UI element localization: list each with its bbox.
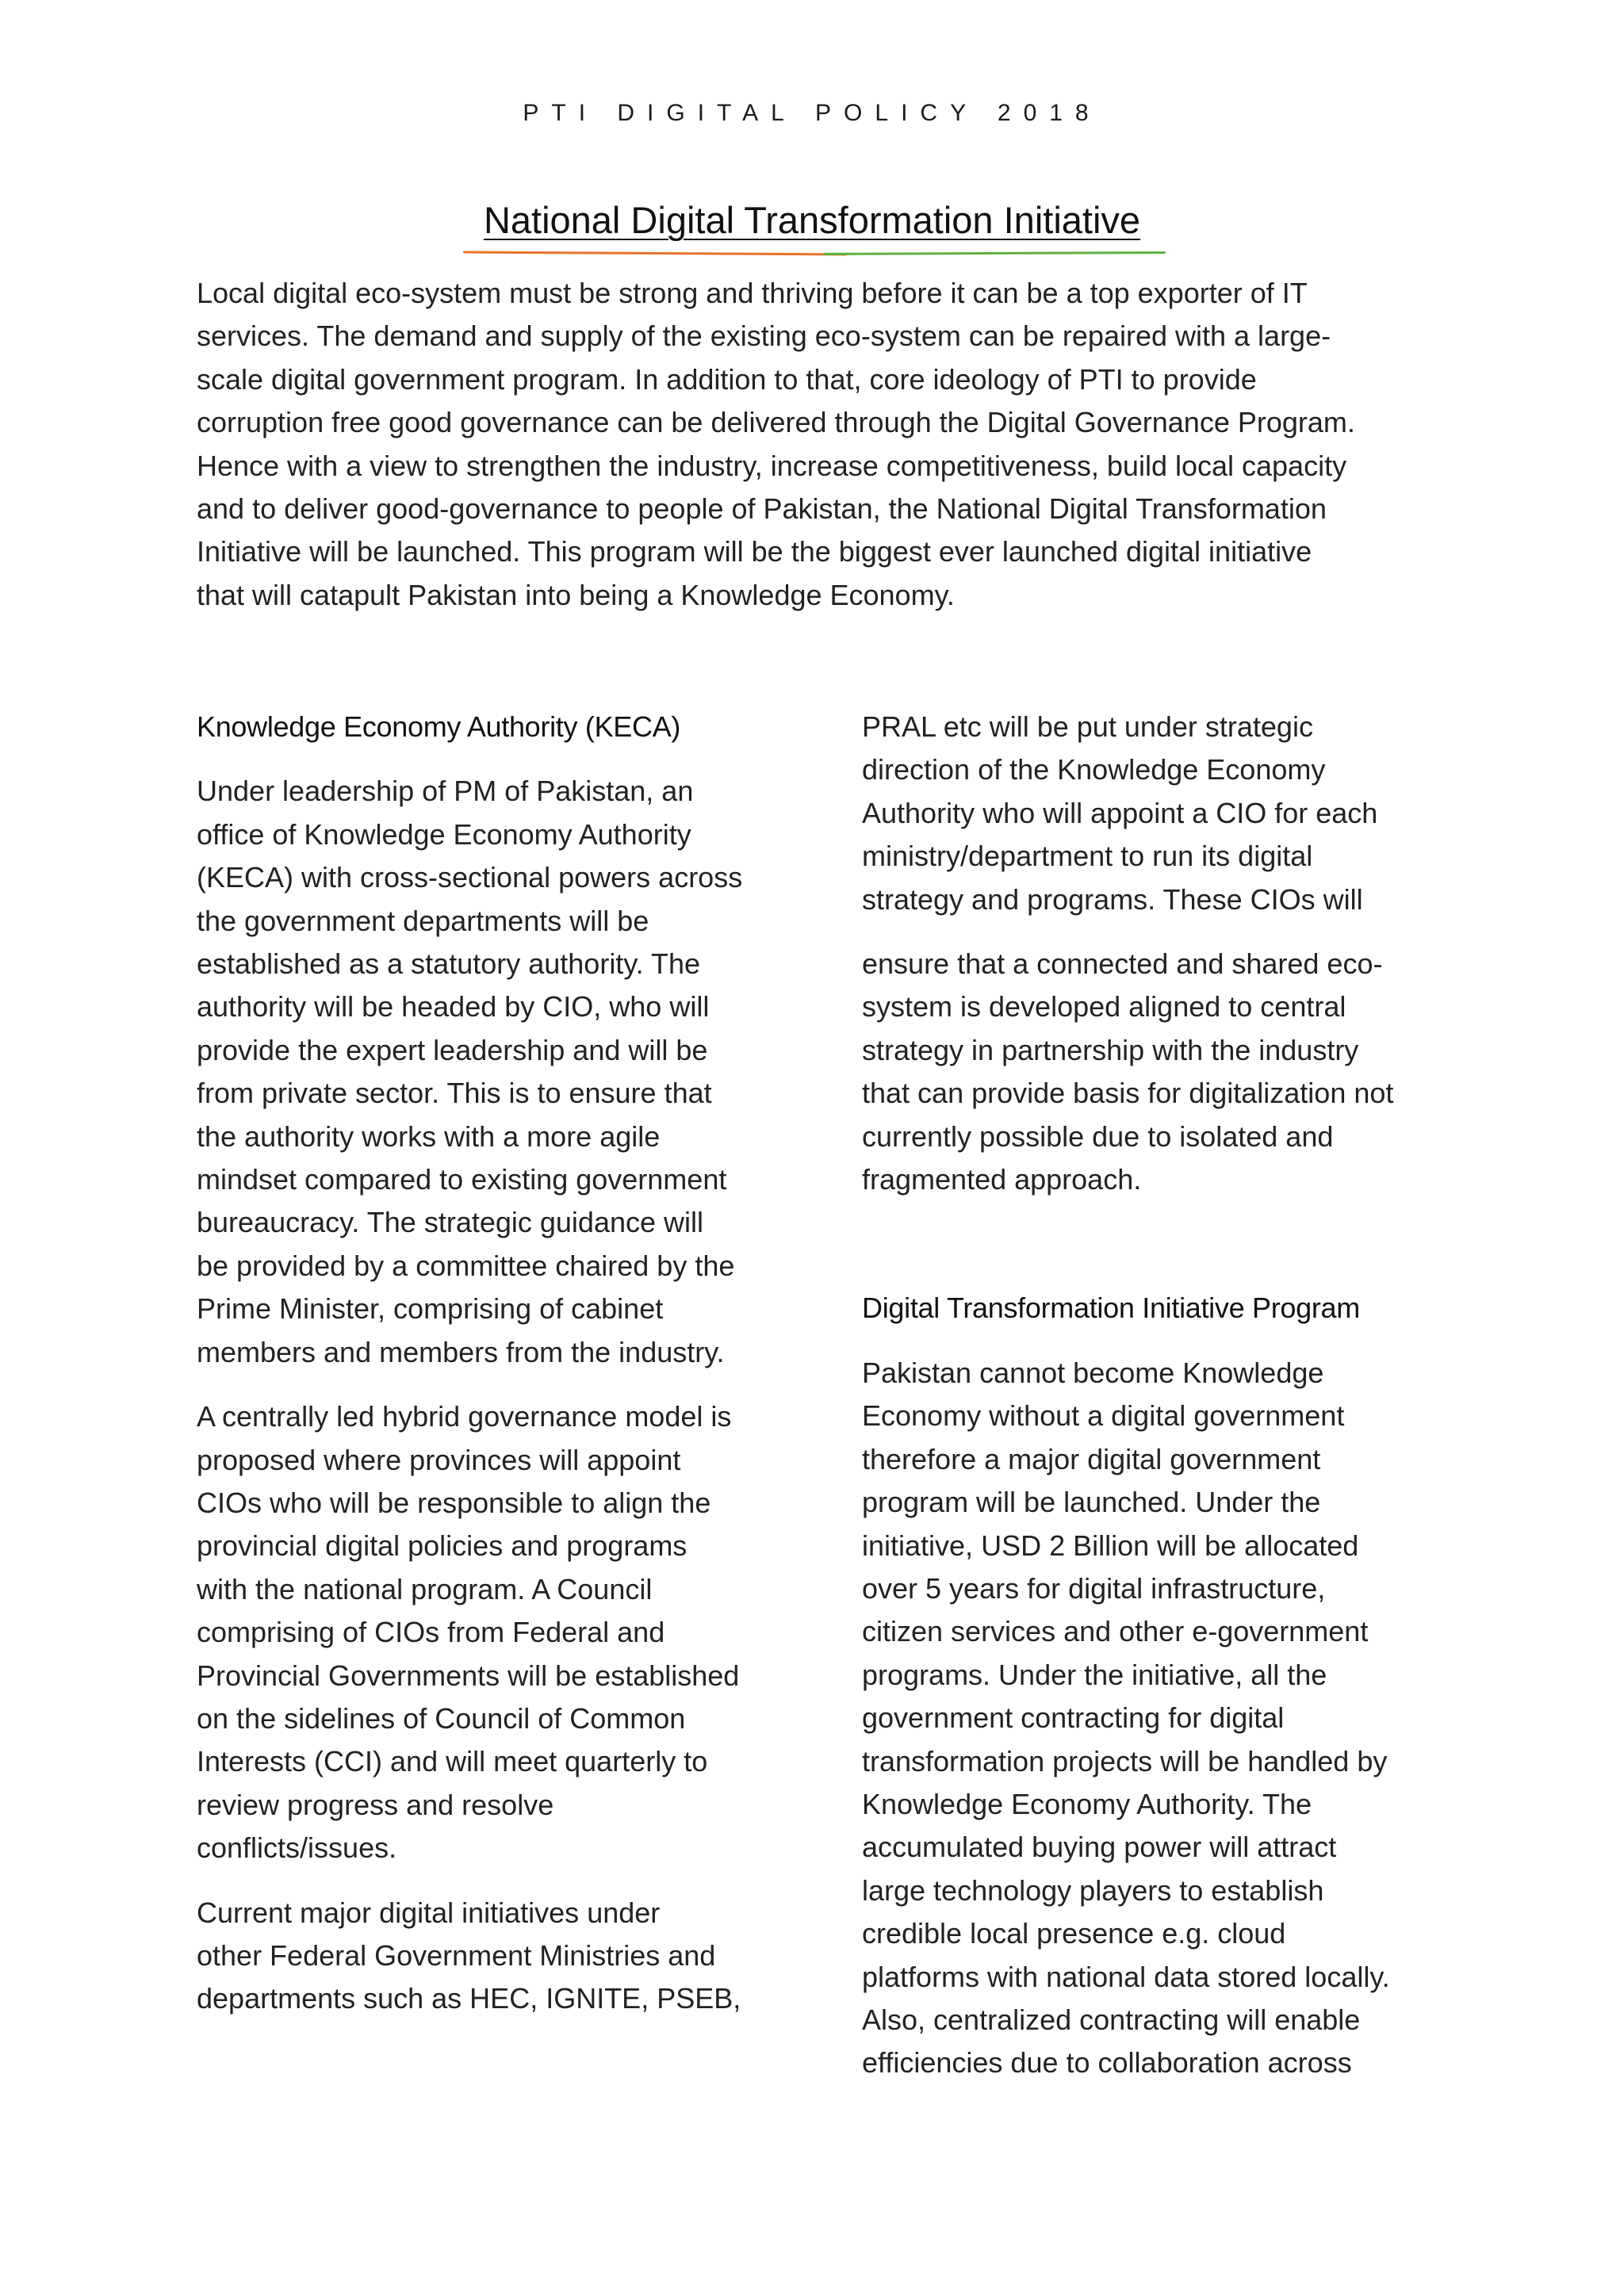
text-line: that will catapult Pakistan into being a Knowledge Economy. [197,578,955,611]
text-line: departments such as HEC, IGNITE, PSEB, [197,1982,741,2015]
text-line: program will be launched. Under the [862,1486,1321,1519]
text-line: Knowledge Economy Authority. The [862,1787,1312,1820]
text-line: PRAL etc will be put under strategic [862,710,1313,743]
text-line: transformation projects will be handled by [862,1744,1388,1777]
text-line: comprising of CIOs from Federal and [197,1616,665,1649]
running-header: PTI DIGITAL POLICY 2018 [523,100,1101,126]
text-line: office of Knowledge Economy Authority [197,817,691,851]
text-line: citizen services and other e-government [862,1615,1369,1648]
text-line: strategy in partnership with the industry [862,1033,1359,1066]
text-line: established as a statutory authority. The [197,947,701,981]
text-line: scale digital government program. In addition to that, core ideology of PTI to provide [197,362,1257,396]
text-line: authority will be headed by CIO, who will [197,990,710,1024]
text-line: strategy and programs. These CIOs will [862,882,1363,916]
text-line: platforms with national data stored locally. [862,1960,1390,1993]
text-line: review progress and resolve [197,1788,554,1821]
text-line: Initiative will be launched. This program will be the biggest ever launched digital initiative [197,535,1312,568]
text-line: ensure that a connected and shared eco- [862,947,1383,981]
text-line: (KECA) with cross-sectional powers across [197,861,743,894]
text-line: fragmented approach. [862,1163,1142,1196]
dti-program-paragraph-1 [862,1352,1465,2085]
title-accent-green [823,251,1166,255]
text-line: direction of the Knowledge Economy [862,753,1326,786]
text-line: initiative, USD 2 Billion will be allocated [862,1529,1359,1562]
text-line: efficiencies due to collaboration across [862,2046,1352,2080]
keca-paragraph-3 [197,1892,799,2021]
text-line: system is developed aligned to central [862,990,1346,1024]
text-line: be provided by a committee chaired by the [197,1249,735,1282]
text-line: Economy without a digital government [862,1399,1345,1433]
keca-paragraph-1 [197,770,799,1374]
text-line: over 5 years for digital infrastructure, [862,1571,1326,1605]
text-line: mindset compared to existing government [197,1163,727,1196]
keca-paragraph-3-continued [862,706,1465,921]
text-line: with the national program. A Council [197,1572,653,1605]
text-line: provide the expert leadership and will be [197,1033,708,1066]
section-heading-dti-program: Digital Transformation Initiative Program [862,1292,1360,1325]
text-line: from private sector. This is to ensure that [197,1077,712,1110]
keca-paragraph-2 [197,1395,799,1869]
text-line: corruption free good governance can be delivered through the Digital Governance Program. [197,406,1355,439]
text-line: bureaucracy. The strategic guidance will [197,1206,703,1239]
text-line: Pakistan cannot become Knowledge [862,1356,1324,1389]
text-line: the government departments will be [197,904,649,937]
text-line: conflicts/issues. [197,1831,397,1865]
text-line: provincial digital policies and programs [197,1529,688,1563]
text-line: Under leadership of PM of Pakistan, an [197,775,694,808]
text-line: programs. Under the initiative, all the [862,1658,1327,1691]
text-line: and to deliver good-governance to people of Pakistan, the National Digital Transformation [197,492,1327,526]
text-line: Prime Minister, comprising of cabinet [197,1292,664,1326]
title-accent-orange [463,251,847,256]
intro-paragraph [197,272,1434,617]
text-line: other Federal Government Ministries and [197,1938,716,1972]
text-line: therefore a major digital government [862,1442,1321,1475]
text-line: government contracting for digital [862,1701,1285,1735]
text-line: Current major digital initiatives under [197,1896,661,1929]
text-line: Provincial Governments will be established [197,1659,740,1692]
text-line: the authority works with a more agile [197,1119,661,1153]
page-title: National Digital Transformation Initiative [483,199,1141,241]
keca-paragraph-4 [862,943,1465,1201]
text-line: currently possible due to isolated and [862,1119,1334,1153]
text-line: Also, centralized contracting will enable [862,2003,1361,2036]
text-line: services. The demand and supply of the existing eco-system can be repaired with a large- [197,320,1331,353]
text-line: proposed where provinces will appoint [197,1443,681,1476]
title-block [0,198,1624,242]
text-line: CIOs who will be responsible to align the [197,1486,711,1519]
right-column [862,706,1465,2085]
left-column [197,706,799,2021]
text-line: on the sidelines of Council of Common [197,1701,686,1735]
text-line: Interests (CCI) and will meet quarterly to [197,1745,708,1778]
section-heading-keca: Knowledge Economy Authority (KECA) [197,710,681,743]
text-line: large technology players to establish [862,1873,1324,1907]
text-line: accumulated buying power will attract [862,1831,1337,1864]
text-line: Authority who will appoint a CIO for each [862,796,1378,829]
text-line: A centrally led hybrid governance model is [197,1400,732,1433]
text-line: Hence with a view to strengthen the industry, increase competitiveness, build local capacity [197,449,1347,482]
text-line: that can provide basis for digitalization not [862,1077,1394,1110]
text-line: members and members from the industry. [197,1335,725,1368]
text-line: ministry/department to run its digital [862,840,1313,873]
text-line: credible local presence e.g. cloud [862,1917,1286,1950]
text-line: Local digital eco-system must be strong and thriving before it can be a top exporter of IT [197,277,1308,309]
